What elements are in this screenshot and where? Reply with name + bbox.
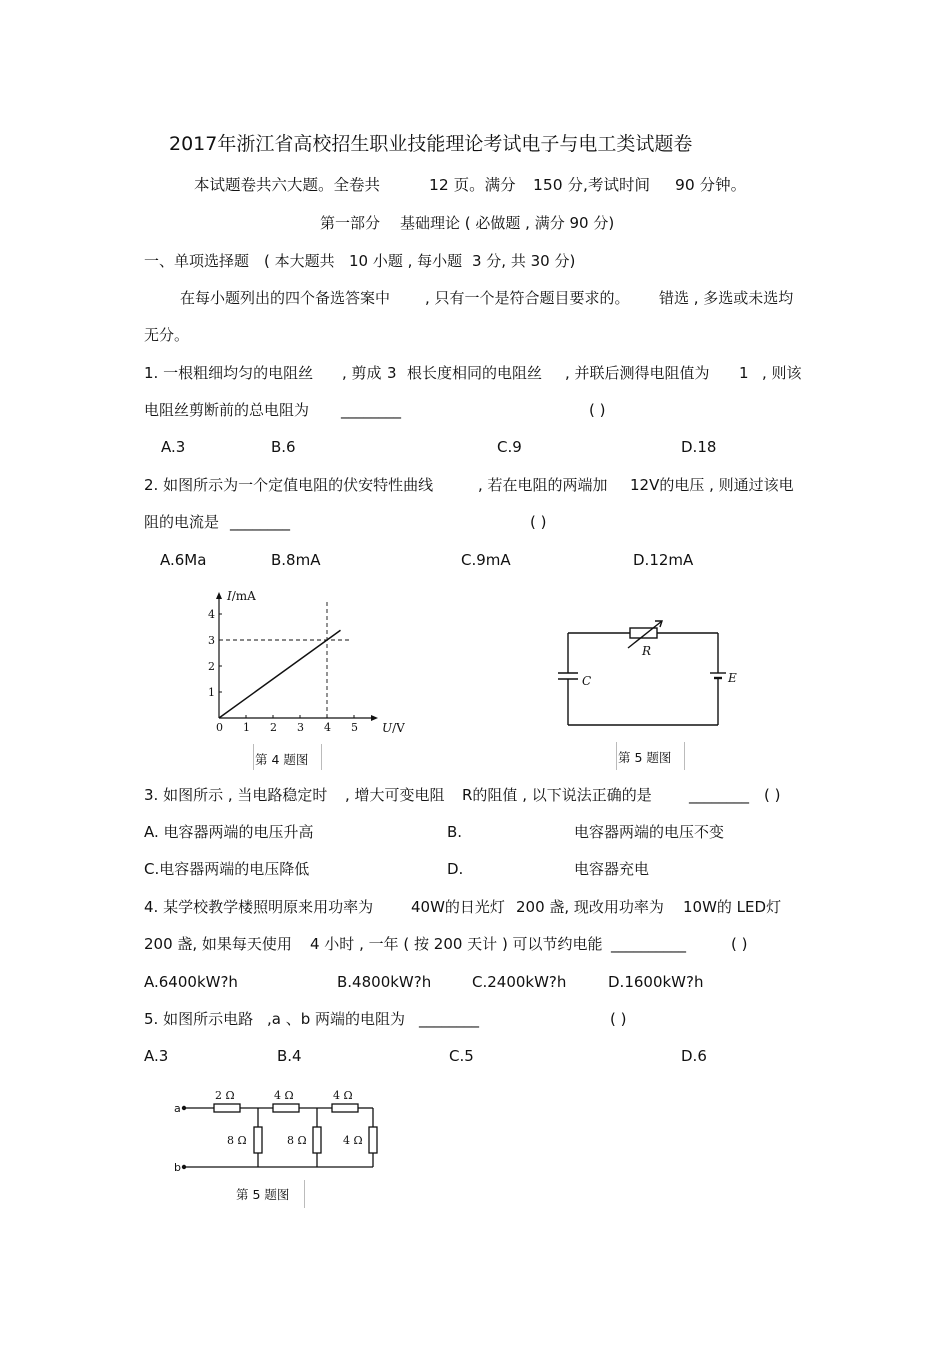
intro-part-3: 150 分,考试时间 <box>533 176 650 194</box>
q1-option-a: A.3 <box>161 438 186 456</box>
q1-option-d: D.18 <box>681 438 717 456</box>
q4-line2-a: 200 盏, 如果每天使用 <box>144 935 292 953</box>
q2-option-d: D.12mA <box>633 551 694 569</box>
caption-divider <box>304 1180 305 1208</box>
q4-line2-b: 4 小时 , 一年 ( 按 200 天计 ) 可以节约电能 <box>310 935 603 953</box>
q3-blank: ________ <box>689 786 749 804</box>
label-r-top-1: 2 Ω <box>215 1089 235 1102</box>
x-tick-label: 3 <box>297 721 304 734</box>
q1-option-b: B.6 <box>271 438 296 456</box>
q2-answer-paren: ( ) <box>530 513 547 531</box>
fig5b-caption: 第 5 题图 <box>236 1187 290 1202</box>
q2-option-b: B.8mA <box>271 551 321 569</box>
fig4-caption: 第 4 题图 <box>255 752 309 767</box>
resistor-4ohm-c <box>369 1127 377 1153</box>
resistor-2ohm <box>214 1104 240 1112</box>
x-tick-label: 1 <box>243 721 250 734</box>
rc-circuit-diagram <box>550 615 750 735</box>
q3-option-b-text: 电容器两端的电压不变 <box>574 823 725 841</box>
q5-option-d: D.6 <box>681 1047 707 1065</box>
q4-option-d: D.1600kW?h <box>608 973 704 991</box>
caption-divider <box>684 742 685 770</box>
label-b: b <box>174 1161 181 1174</box>
section1-detail-a: ( 本大题共 <box>264 252 335 270</box>
q4-text-a: 4. 某学校教学楼照明原来用功率为 <box>144 898 374 916</box>
q5-option-c: C.5 <box>449 1047 474 1065</box>
q1-text-d: 根长度相同的电阻丝 <box>407 364 543 382</box>
page-title: 2017年浙江省高校招生职业技能理论考试电子与电工类试题卷 <box>169 133 693 155</box>
q5-blank: ________ <box>419 1010 479 1028</box>
terminal-a <box>182 1106 186 1110</box>
y-axis-label: I/mA <box>227 589 256 603</box>
caption-divider <box>616 742 617 770</box>
intro-part-1: 本试题卷共六大题。全卷共 <box>194 176 381 194</box>
y-tick-label: 2 <box>208 660 215 673</box>
q1-text-g: , 则该 <box>762 364 802 382</box>
q1-text-f: 1 <box>739 364 749 382</box>
resistor-8ohm-b <box>313 1127 321 1153</box>
q1-text-e: , 并联后测得电阻值为 <box>565 364 710 382</box>
caption-divider <box>321 744 322 770</box>
q3-option-b-letter: B. <box>447 823 463 841</box>
q1-blank: ________ <box>341 401 401 419</box>
q3-option-a: A. 电容器两端的电压升高 <box>144 823 314 841</box>
q3-option-d-letter: D. <box>447 860 464 878</box>
q1-text-b: , 剪成 <box>342 364 382 382</box>
part1-text: 基础理论 ( 必做题 , 满分 90 分) <box>400 214 615 232</box>
section1-heading: 一、单项选择题 <box>144 252 250 270</box>
label-r: R <box>642 644 652 658</box>
q3-answer-paren: ( ) <box>764 786 781 804</box>
q4-answer-paren: ( ) <box>731 935 748 953</box>
q4-blank: __________ <box>611 935 686 953</box>
q1-text-a: 1. 一根粗细均匀的电阻丝 <box>144 364 314 382</box>
q1-answer-paren: ( ) <box>589 401 606 419</box>
y-axis-arrow <box>216 592 222 599</box>
q1-option-c: C.9 <box>497 438 522 456</box>
q1-text-c: 3 <box>387 364 397 382</box>
q2-text-b: , 若在电阻的两端加 <box>478 476 608 494</box>
resistor-4ohm-b <box>332 1104 358 1112</box>
intro-part-2: 12 页。满分 <box>429 176 516 194</box>
q2-option-a: A.6Ma <box>160 551 207 569</box>
q4-option-c: C.2400kW?h <box>472 973 567 991</box>
q4-text-b: 40W的日光灯 <box>411 898 505 916</box>
y-tick-label: 3 <box>208 634 215 647</box>
label-a: a <box>174 1102 181 1115</box>
q2-line2: 阻的电流是 <box>144 513 220 531</box>
q2-blank: ________ <box>230 513 290 531</box>
q4-text-d: 10W的 LED灯 <box>683 898 782 916</box>
iv-line <box>219 630 341 718</box>
terminal-b <box>182 1165 186 1169</box>
instruction-b: , 只有一个是符合题目要求的。 <box>425 289 630 307</box>
part1-label: 第一部分 <box>320 214 381 232</box>
q5-text-b: ,a 、b 两端的电阻为 <box>267 1010 406 1028</box>
intro-part-4: 90 分钟。 <box>675 176 747 194</box>
q3-option-d-text: 电容器充电 <box>574 860 650 878</box>
q3-option-c: C.电容器两端的电压降低 <box>144 860 310 878</box>
q2-text-c: 12V的电压 , 则通过该电 <box>630 476 794 494</box>
q5-option-b: B.4 <box>277 1047 302 1065</box>
label-r-shunt-1: 8 Ω <box>227 1134 247 1147</box>
q2-option-c: C.9mA <box>461 551 511 569</box>
instruction-d: 无分。 <box>144 326 190 344</box>
label-r-shunt-2: 8 Ω <box>287 1134 307 1147</box>
label-r-shunt-3: 4 Ω <box>343 1134 363 1147</box>
x-tick-label: 0 <box>216 721 223 734</box>
q2-text-a: 2. 如图所示为一个定值电阻的伏安特性曲线 <box>144 476 434 494</box>
label-c: C <box>582 674 592 688</box>
y-tick-label: 4 <box>208 608 215 621</box>
q5-text-a: 5. 如图所示电路 <box>144 1010 254 1028</box>
resistor-8ohm-a <box>254 1127 262 1153</box>
section1-detail-b: 10 小题 , 每小题 <box>349 252 463 270</box>
x-tick-label: 2 <box>270 721 277 734</box>
q4-option-b: B.4800kW?h <box>337 973 432 991</box>
q3-text-a: 3. 如图所示 , 当电路稳定时 <box>144 786 328 804</box>
q1-line2: 电阻丝剪断前的总电阻为 <box>144 401 310 419</box>
x-axis-arrow <box>371 715 378 721</box>
q5-answer-paren: ( ) <box>610 1010 627 1028</box>
x-tick-label: 4 <box>324 721 331 734</box>
label-r-top-2: 4 Ω <box>274 1089 294 1102</box>
q3-text-b: , 增大可变电阻 <box>345 786 445 804</box>
q4-option-a: A.6400kW?h <box>144 973 238 991</box>
iv-characteristic-chart <box>195 588 425 738</box>
resistor-4ohm-a <box>273 1104 299 1112</box>
q4-text-c: 200 盏, 现改用功率为 <box>516 898 664 916</box>
caption-divider <box>253 744 254 770</box>
label-e: E <box>728 671 737 685</box>
instruction-a: 在每小题列出的四个备选答案中 <box>180 289 391 307</box>
instruction-c: 错选 , 多选或未选均 <box>659 289 794 307</box>
fig5a-caption: 第 5 题图 <box>618 750 672 765</box>
resistor-ladder-diagram <box>170 1082 390 1182</box>
label-r-top-3: 4 Ω <box>333 1089 353 1102</box>
q5-option-a: A.3 <box>144 1047 169 1065</box>
q3-text-c: R的阻值 , 以下说法正确的是 <box>462 786 652 804</box>
section1-detail-c: 3 分, 共 30 分) <box>472 252 576 270</box>
y-tick-label: 1 <box>208 686 215 699</box>
x-tick-label: 5 <box>351 721 358 734</box>
x-axis-label: U/V <box>382 721 405 735</box>
